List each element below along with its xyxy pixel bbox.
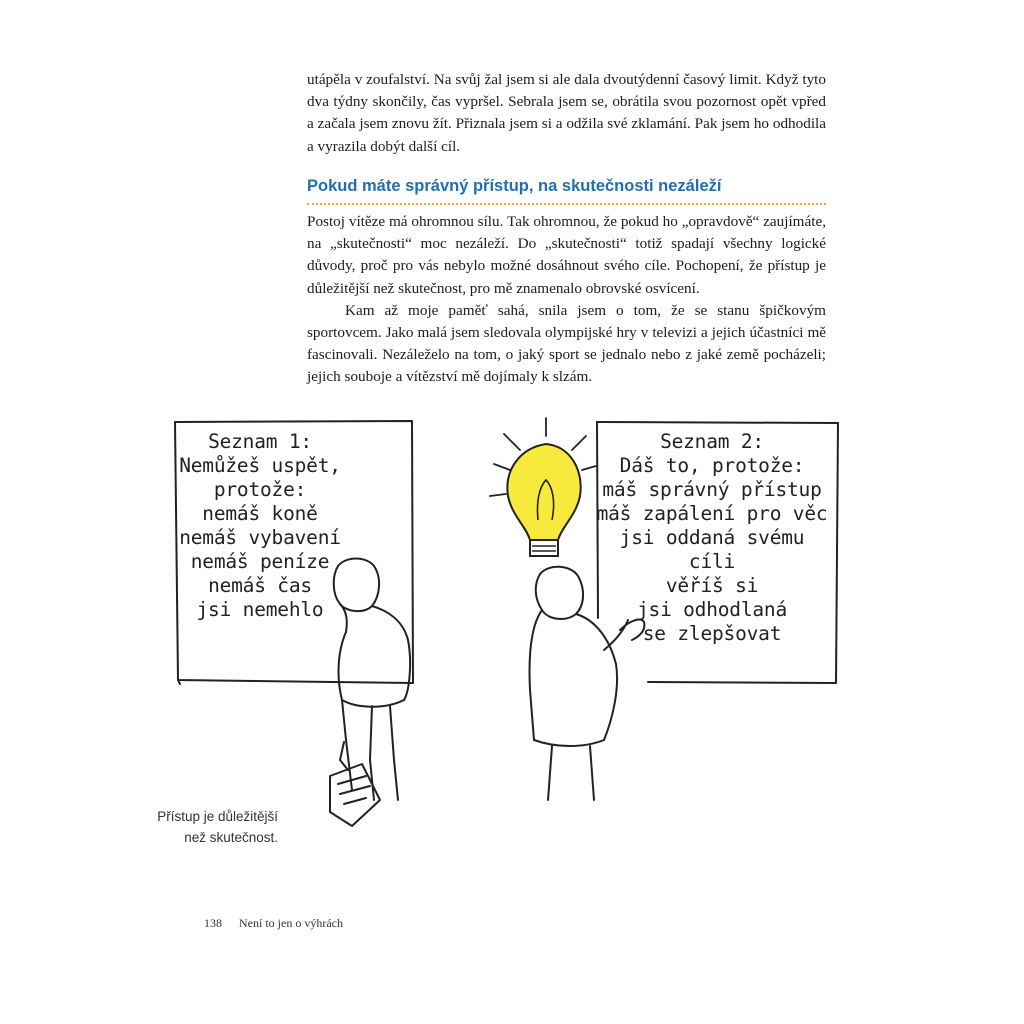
board-1-line: Nemůžeš uspět, — [179, 454, 341, 477]
board-1-line: nemáš vybavení — [179, 526, 341, 549]
figure-caption — [140, 806, 278, 848]
board-1-text — [175, 430, 345, 622]
board-2-line: máš zapálení pro věc — [596, 502, 828, 525]
caption-line-1: Přístup je důležitější — [157, 809, 278, 824]
board-2-line: Dáš to, protože: — [619, 454, 805, 477]
board-2-text — [592, 430, 832, 646]
board-1-line: protože: — [213, 478, 307, 501]
board-1-line: nemáš peníze — [190, 550, 330, 573]
board-2-line: věříš si — [665, 574, 759, 597]
paragraph-main-1: Postoj vítěze má ohromnou sílu. Tak ohromnou, že pokud ho „opravdově“ zaujímáte, na „skutečnosti“ moc nezáleží. Do „skutečnosti“ totiž spadají všechny logické důvody, proč pro vás nebylo možné dosáhnout svého cíle. Pochopení, že přístup je důležitější než skutečnost, pro mě znamenalo obrovské osvícení. — [307, 213, 826, 297]
paragraph-main-2: Kam až moje paměť sahá, snila jsem o tom, že se stanu špičkovým sportovcem. Jako malá jsem sledovala olympijské hry v televizi a jejich účastníci mě fascinovali. Nezáleželo na tom, o jaký sport se jednalo nebo z jaké země pocházeli; jejich souboje a vítězství mě dojímaly k slzám. — [307, 301, 826, 386]
caption-line-2: než skutečnost. — [184, 830, 278, 845]
section-heading: Pokud máte správný přístup, na skutečnosti nezáleží — [307, 177, 722, 195]
paragraph-intro-text: utápěla v zoufalství. Na svůj žal jsem si ale dala dvoutýdenní časový limit. Když tyto dva týdny skončily, čas vypršel. Sebrala jsem se, obrátila svou pozornost opět vpřed a začala jsem znovu žít. Přiznala jsem si a odžila své zklamání. Pak jsem ho odhodila a vyrazila dobýt další cíl. — [307, 71, 826, 155]
heading-dotted-rule — [307, 203, 826, 205]
board-2-line: Seznam 2: — [660, 430, 764, 453]
board-1-line: nemáš koně — [202, 502, 318, 525]
light-bulb-icon — [490, 418, 596, 556]
board-2-line: jsi odhodlaná — [636, 598, 788, 621]
page-number: 138 — [204, 916, 222, 930]
paragraph-main — [307, 211, 826, 389]
page-footer — [204, 916, 343, 931]
paragraph-intro — [307, 69, 826, 158]
board-1-line: Seznam 1: — [208, 430, 312, 453]
board-2-line: jsi oddaná svému cíli — [619, 526, 805, 573]
board-2-line: se zlepšovat — [642, 622, 782, 645]
board-2-line: máš správný přístup — [602, 478, 822, 501]
board-1-line: jsi nemehlo — [196, 598, 324, 621]
board-1-line: nemáš čas — [208, 574, 312, 597]
book-title: Není to jen o výhrách — [239, 916, 343, 930]
